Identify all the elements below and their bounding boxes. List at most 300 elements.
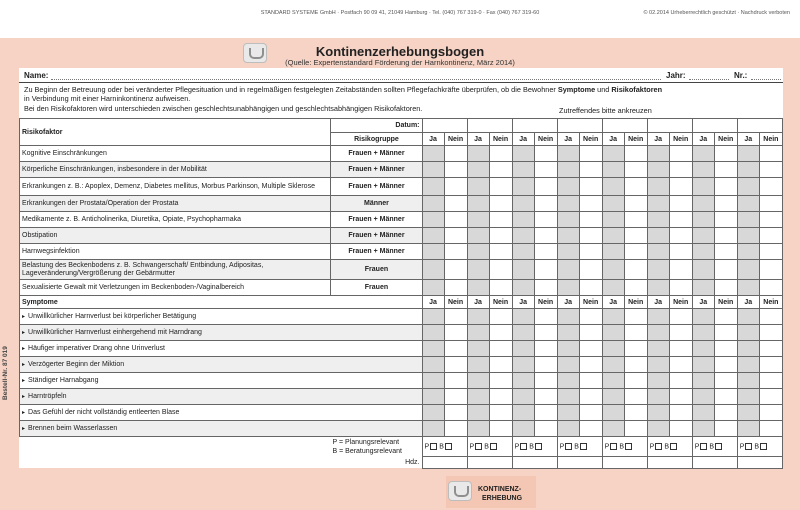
ja-checkbox[interactable] (557, 178, 579, 196)
ja-checkbox[interactable] (737, 309, 759, 325)
nein-checkbox[interactable] (624, 146, 647, 162)
nein-checkbox[interactable] (579, 389, 602, 405)
nein-checkbox[interactable] (759, 228, 782, 244)
ja-checkbox[interactable] (602, 228, 624, 244)
nein-checkbox[interactable] (759, 405, 782, 421)
nein-checkbox[interactable] (489, 421, 512, 437)
nein-checkbox[interactable] (669, 357, 692, 373)
nein-checkbox[interactable] (624, 357, 647, 373)
nein-checkbox[interactable] (489, 373, 512, 389)
ja-checkbox[interactable] (692, 373, 714, 389)
nein-checkbox[interactable] (579, 309, 602, 325)
ja-checkbox[interactable] (557, 373, 579, 389)
ja-checkbox[interactable] (737, 373, 759, 389)
ja-checkbox[interactable] (422, 196, 444, 212)
ja-checkbox[interactable] (512, 280, 534, 296)
ja-checkbox[interactable] (422, 228, 444, 244)
nein-checkbox[interactable] (759, 341, 782, 357)
ja-checkbox[interactable] (692, 309, 714, 325)
ja-checkbox[interactable] (512, 309, 534, 325)
nein-checkbox[interactable] (579, 162, 602, 178)
ja-checkbox[interactable] (467, 357, 489, 373)
ja-checkbox[interactable] (557, 196, 579, 212)
ja-checkbox[interactable] (557, 280, 579, 296)
nein-checkbox[interactable] (444, 389, 467, 405)
ja-checkbox[interactable] (737, 244, 759, 260)
nein-checkbox[interactable] (714, 341, 737, 357)
nein-checkbox[interactable] (624, 341, 647, 357)
ja-checkbox[interactable] (422, 162, 444, 178)
nein-checkbox[interactable] (444, 309, 467, 325)
nein-checkbox[interactable] (714, 196, 737, 212)
nein-checkbox[interactable] (579, 212, 602, 228)
ja-checkbox[interactable] (467, 421, 489, 437)
nein-checkbox[interactable] (714, 162, 737, 178)
ja-checkbox[interactable] (647, 405, 669, 421)
nein-checkbox[interactable] (579, 421, 602, 437)
nein-checkbox[interactable] (489, 389, 512, 405)
nein-checkbox[interactable] (669, 162, 692, 178)
nein-checkbox[interactable] (579, 280, 602, 296)
signature-cell[interactable] (467, 457, 512, 469)
ja-checkbox[interactable] (692, 280, 714, 296)
p-checkbox[interactable] (430, 443, 437, 450)
signature-cell[interactable] (557, 457, 602, 469)
ja-checkbox[interactable] (467, 325, 489, 341)
nein-checkbox[interactable] (444, 405, 467, 421)
ja-checkbox[interactable] (422, 405, 444, 421)
ja-checkbox[interactable] (557, 421, 579, 437)
ja-checkbox[interactable] (692, 389, 714, 405)
ja-checkbox[interactable] (512, 405, 534, 421)
nein-checkbox[interactable] (444, 146, 467, 162)
nein-checkbox[interactable] (759, 260, 782, 280)
ja-checkbox[interactable] (512, 228, 534, 244)
p-checkbox[interactable] (655, 443, 662, 450)
ja-checkbox[interactable] (512, 373, 534, 389)
nein-checkbox[interactable] (534, 357, 557, 373)
nein-checkbox[interactable] (624, 421, 647, 437)
nein-checkbox[interactable] (489, 244, 512, 260)
ja-checkbox[interactable] (422, 280, 444, 296)
ja-checkbox[interactable] (422, 178, 444, 196)
ja-checkbox[interactable] (422, 309, 444, 325)
nein-checkbox[interactable] (534, 244, 557, 260)
ja-checkbox[interactable] (692, 162, 714, 178)
nein-checkbox[interactable] (759, 146, 782, 162)
nein-checkbox[interactable] (714, 325, 737, 341)
ja-checkbox[interactable] (602, 389, 624, 405)
ja-checkbox[interactable] (737, 421, 759, 437)
nein-checkbox[interactable] (489, 357, 512, 373)
ja-checkbox[interactable] (602, 162, 624, 178)
ja-checkbox[interactable] (557, 212, 579, 228)
ja-checkbox[interactable] (647, 178, 669, 196)
ja-checkbox[interactable] (692, 178, 714, 196)
nein-checkbox[interactable] (534, 421, 557, 437)
ja-checkbox[interactable] (647, 309, 669, 325)
ja-checkbox[interactable] (557, 228, 579, 244)
nein-checkbox[interactable] (669, 421, 692, 437)
ja-checkbox[interactable] (557, 357, 579, 373)
ja-checkbox[interactable] (512, 421, 534, 437)
nein-checkbox[interactable] (669, 212, 692, 228)
ja-checkbox[interactable] (647, 373, 669, 389)
ja-checkbox[interactable] (512, 178, 534, 196)
ja-checkbox[interactable] (647, 421, 669, 437)
date-cell[interactable] (647, 119, 692, 133)
nein-checkbox[interactable] (714, 244, 737, 260)
ja-checkbox[interactable] (692, 260, 714, 280)
nein-checkbox[interactable] (534, 389, 557, 405)
ja-checkbox[interactable] (512, 325, 534, 341)
nein-checkbox[interactable] (489, 325, 512, 341)
nein-checkbox[interactable] (534, 162, 557, 178)
nein-checkbox[interactable] (489, 405, 512, 421)
ja-checkbox[interactable] (692, 212, 714, 228)
nein-checkbox[interactable] (579, 357, 602, 373)
ja-checkbox[interactable] (422, 389, 444, 405)
nein-checkbox[interactable] (444, 212, 467, 228)
ja-checkbox[interactable] (422, 212, 444, 228)
nein-checkbox[interactable] (534, 373, 557, 389)
nein-checkbox[interactable] (759, 196, 782, 212)
nein-checkbox[interactable] (579, 146, 602, 162)
p-checkbox[interactable] (745, 443, 752, 450)
ja-checkbox[interactable] (737, 146, 759, 162)
nein-checkbox[interactable] (579, 178, 602, 196)
nein-checkbox[interactable] (669, 341, 692, 357)
nein-checkbox[interactable] (489, 280, 512, 296)
ja-checkbox[interactable] (467, 373, 489, 389)
ja-checkbox[interactable] (512, 357, 534, 373)
ja-checkbox[interactable] (557, 389, 579, 405)
nein-checkbox[interactable] (714, 212, 737, 228)
nein-checkbox[interactable] (579, 373, 602, 389)
nein-checkbox[interactable] (669, 373, 692, 389)
ja-checkbox[interactable] (557, 244, 579, 260)
nein-checkbox[interactable] (444, 280, 467, 296)
nein-checkbox[interactable] (714, 280, 737, 296)
nein-checkbox[interactable] (669, 196, 692, 212)
nein-checkbox[interactable] (759, 373, 782, 389)
nein-checkbox[interactable] (714, 260, 737, 280)
ja-checkbox[interactable] (602, 373, 624, 389)
ja-checkbox[interactable] (467, 389, 489, 405)
nein-checkbox[interactable] (579, 228, 602, 244)
nr-field[interactable] (751, 79, 781, 80)
ja-checkbox[interactable] (737, 325, 759, 341)
ja-checkbox[interactable] (647, 162, 669, 178)
ja-checkbox[interactable] (647, 228, 669, 244)
nein-checkbox[interactable] (669, 260, 692, 280)
nein-checkbox[interactable] (624, 325, 647, 341)
date-cell[interactable] (512, 119, 557, 133)
nein-checkbox[interactable] (759, 389, 782, 405)
name-field[interactable] (51, 79, 661, 80)
ja-checkbox[interactable] (467, 196, 489, 212)
ja-checkbox[interactable] (557, 341, 579, 357)
ja-checkbox[interactable] (737, 212, 759, 228)
nein-checkbox[interactable] (624, 162, 647, 178)
ja-checkbox[interactable] (647, 196, 669, 212)
nein-checkbox[interactable] (534, 341, 557, 357)
ja-checkbox[interactable] (737, 162, 759, 178)
nein-checkbox[interactable] (534, 196, 557, 212)
ja-checkbox[interactable] (647, 325, 669, 341)
ja-checkbox[interactable] (647, 244, 669, 260)
ja-checkbox[interactable] (647, 212, 669, 228)
p-checkbox[interactable] (475, 443, 482, 450)
nein-checkbox[interactable] (759, 178, 782, 196)
ja-checkbox[interactable] (602, 421, 624, 437)
nein-checkbox[interactable] (669, 325, 692, 341)
ja-checkbox[interactable] (512, 146, 534, 162)
ja-checkbox[interactable] (692, 325, 714, 341)
nein-checkbox[interactable] (579, 196, 602, 212)
b-checkbox[interactable] (445, 443, 452, 450)
nein-checkbox[interactable] (714, 309, 737, 325)
nein-checkbox[interactable] (489, 260, 512, 280)
ja-checkbox[interactable] (467, 162, 489, 178)
p-checkbox[interactable] (565, 443, 572, 450)
ja-checkbox[interactable] (512, 212, 534, 228)
signature-cell[interactable] (737, 457, 782, 469)
date-cell[interactable] (692, 119, 737, 133)
ja-checkbox[interactable] (512, 260, 534, 280)
nein-checkbox[interactable] (444, 373, 467, 389)
nein-checkbox[interactable] (759, 162, 782, 178)
ja-checkbox[interactable] (692, 357, 714, 373)
p-checkbox[interactable] (700, 443, 707, 450)
nein-checkbox[interactable] (489, 162, 512, 178)
ja-checkbox[interactable] (512, 244, 534, 260)
nein-checkbox[interactable] (759, 421, 782, 437)
nein-checkbox[interactable] (669, 228, 692, 244)
ja-checkbox[interactable] (692, 146, 714, 162)
nein-checkbox[interactable] (444, 228, 467, 244)
nein-checkbox[interactable] (444, 196, 467, 212)
ja-checkbox[interactable] (602, 280, 624, 296)
nein-checkbox[interactable] (624, 280, 647, 296)
ja-checkbox[interactable] (422, 341, 444, 357)
ja-checkbox[interactable] (737, 196, 759, 212)
ja-checkbox[interactable] (602, 260, 624, 280)
ja-checkbox[interactable] (737, 389, 759, 405)
nein-checkbox[interactable] (489, 196, 512, 212)
nein-checkbox[interactable] (534, 309, 557, 325)
nein-checkbox[interactable] (714, 146, 737, 162)
ja-checkbox[interactable] (467, 260, 489, 280)
nein-checkbox[interactable] (669, 244, 692, 260)
ja-checkbox[interactable] (557, 162, 579, 178)
ja-checkbox[interactable] (737, 260, 759, 280)
nein-checkbox[interactable] (714, 421, 737, 437)
ja-checkbox[interactable] (467, 341, 489, 357)
nein-checkbox[interactable] (714, 405, 737, 421)
ja-checkbox[interactable] (557, 260, 579, 280)
nein-checkbox[interactable] (624, 373, 647, 389)
ja-checkbox[interactable] (692, 405, 714, 421)
nein-checkbox[interactable] (444, 260, 467, 280)
signature-cell[interactable] (692, 457, 737, 469)
ja-checkbox[interactable] (602, 178, 624, 196)
b-checkbox[interactable] (670, 443, 677, 450)
ja-checkbox[interactable] (467, 212, 489, 228)
ja-checkbox[interactable] (422, 325, 444, 341)
ja-checkbox[interactable] (647, 341, 669, 357)
b-checkbox[interactable] (760, 443, 767, 450)
nein-checkbox[interactable] (534, 325, 557, 341)
nein-checkbox[interactable] (534, 178, 557, 196)
nein-checkbox[interactable] (759, 357, 782, 373)
ja-checkbox[interactable] (737, 357, 759, 373)
nein-checkbox[interactable] (759, 309, 782, 325)
ja-checkbox[interactable] (602, 405, 624, 421)
ja-checkbox[interactable] (557, 405, 579, 421)
ja-checkbox[interactable] (602, 341, 624, 357)
ja-checkbox[interactable] (467, 405, 489, 421)
ja-checkbox[interactable] (737, 280, 759, 296)
date-cell[interactable] (602, 119, 647, 133)
ja-checkbox[interactable] (422, 357, 444, 373)
nein-checkbox[interactable] (759, 325, 782, 341)
nein-checkbox[interactable] (579, 260, 602, 280)
ja-checkbox[interactable] (647, 260, 669, 280)
ja-checkbox[interactable] (467, 146, 489, 162)
date-cell[interactable] (467, 119, 512, 133)
ja-checkbox[interactable] (647, 357, 669, 373)
nein-checkbox[interactable] (489, 146, 512, 162)
date-cell[interactable] (422, 119, 467, 133)
nein-checkbox[interactable] (489, 309, 512, 325)
nein-checkbox[interactable] (624, 196, 647, 212)
ja-checkbox[interactable] (602, 325, 624, 341)
nein-checkbox[interactable] (759, 212, 782, 228)
signature-cell[interactable] (602, 457, 647, 469)
b-checkbox[interactable] (715, 443, 722, 450)
ja-checkbox[interactable] (692, 421, 714, 437)
nein-checkbox[interactable] (669, 309, 692, 325)
date-cell[interactable] (737, 119, 782, 133)
ja-checkbox[interactable] (422, 146, 444, 162)
nein-checkbox[interactable] (489, 178, 512, 196)
ja-checkbox[interactable] (692, 244, 714, 260)
ja-checkbox[interactable] (692, 228, 714, 244)
nein-checkbox[interactable] (534, 405, 557, 421)
ja-checkbox[interactable] (557, 325, 579, 341)
ja-checkbox[interactable] (512, 389, 534, 405)
ja-checkbox[interactable] (467, 309, 489, 325)
nein-checkbox[interactable] (534, 228, 557, 244)
signature-cell[interactable] (512, 457, 557, 469)
nein-checkbox[interactable] (624, 228, 647, 244)
nein-checkbox[interactable] (579, 341, 602, 357)
nein-checkbox[interactable] (444, 244, 467, 260)
ja-checkbox[interactable] (422, 260, 444, 280)
nein-checkbox[interactable] (669, 146, 692, 162)
nein-checkbox[interactable] (444, 341, 467, 357)
nein-checkbox[interactable] (759, 280, 782, 296)
nein-checkbox[interactable] (534, 212, 557, 228)
ja-checkbox[interactable] (737, 228, 759, 244)
nein-checkbox[interactable] (624, 212, 647, 228)
nein-checkbox[interactable] (444, 357, 467, 373)
ja-checkbox[interactable] (602, 212, 624, 228)
ja-checkbox[interactable] (602, 244, 624, 260)
ja-checkbox[interactable] (467, 244, 489, 260)
ja-checkbox[interactable] (602, 146, 624, 162)
nein-checkbox[interactable] (534, 146, 557, 162)
nein-checkbox[interactable] (624, 178, 647, 196)
nein-checkbox[interactable] (444, 325, 467, 341)
nein-checkbox[interactable] (669, 280, 692, 296)
nein-checkbox[interactable] (714, 178, 737, 196)
nein-checkbox[interactable] (489, 228, 512, 244)
nein-checkbox[interactable] (444, 162, 467, 178)
nein-checkbox[interactable] (714, 357, 737, 373)
ja-checkbox[interactable] (737, 341, 759, 357)
nein-checkbox[interactable] (579, 325, 602, 341)
ja-checkbox[interactable] (602, 196, 624, 212)
nein-checkbox[interactable] (579, 244, 602, 260)
p-checkbox[interactable] (610, 443, 617, 450)
ja-checkbox[interactable] (557, 309, 579, 325)
nein-checkbox[interactable] (714, 389, 737, 405)
ja-checkbox[interactable] (467, 228, 489, 244)
ja-checkbox[interactable] (512, 196, 534, 212)
nein-checkbox[interactable] (714, 373, 737, 389)
nein-checkbox[interactable] (444, 421, 467, 437)
b-checkbox[interactable] (580, 443, 587, 450)
ja-checkbox[interactable] (692, 341, 714, 357)
nein-checkbox[interactable] (534, 280, 557, 296)
signature-cell[interactable] (422, 457, 467, 469)
nein-checkbox[interactable] (624, 389, 647, 405)
nein-checkbox[interactable] (669, 405, 692, 421)
ja-checkbox[interactable] (737, 178, 759, 196)
signature-cell[interactable] (647, 457, 692, 469)
ja-checkbox[interactable] (602, 309, 624, 325)
ja-checkbox[interactable] (737, 405, 759, 421)
date-cell[interactable] (557, 119, 602, 133)
nein-checkbox[interactable] (624, 405, 647, 421)
nein-checkbox[interactable] (624, 244, 647, 260)
nein-checkbox[interactable] (534, 260, 557, 280)
ja-checkbox[interactable] (512, 341, 534, 357)
ja-checkbox[interactable] (467, 280, 489, 296)
nein-checkbox[interactable] (759, 244, 782, 260)
ja-checkbox[interactable] (647, 280, 669, 296)
nein-checkbox[interactable] (444, 178, 467, 196)
ja-checkbox[interactable] (557, 146, 579, 162)
nein-checkbox[interactable] (624, 309, 647, 325)
nein-checkbox[interactable] (489, 212, 512, 228)
jahr-field[interactable] (689, 79, 729, 80)
ja-checkbox[interactable] (647, 146, 669, 162)
ja-checkbox[interactable] (422, 373, 444, 389)
ja-checkbox[interactable] (602, 357, 624, 373)
ja-checkbox[interactable] (422, 244, 444, 260)
ja-checkbox[interactable] (467, 178, 489, 196)
nein-checkbox[interactable] (579, 405, 602, 421)
ja-checkbox[interactable] (512, 162, 534, 178)
nein-checkbox[interactable] (669, 389, 692, 405)
nein-checkbox[interactable] (624, 260, 647, 280)
b-checkbox[interactable] (490, 443, 497, 450)
ja-checkbox[interactable] (647, 389, 669, 405)
b-checkbox[interactable] (625, 443, 632, 450)
